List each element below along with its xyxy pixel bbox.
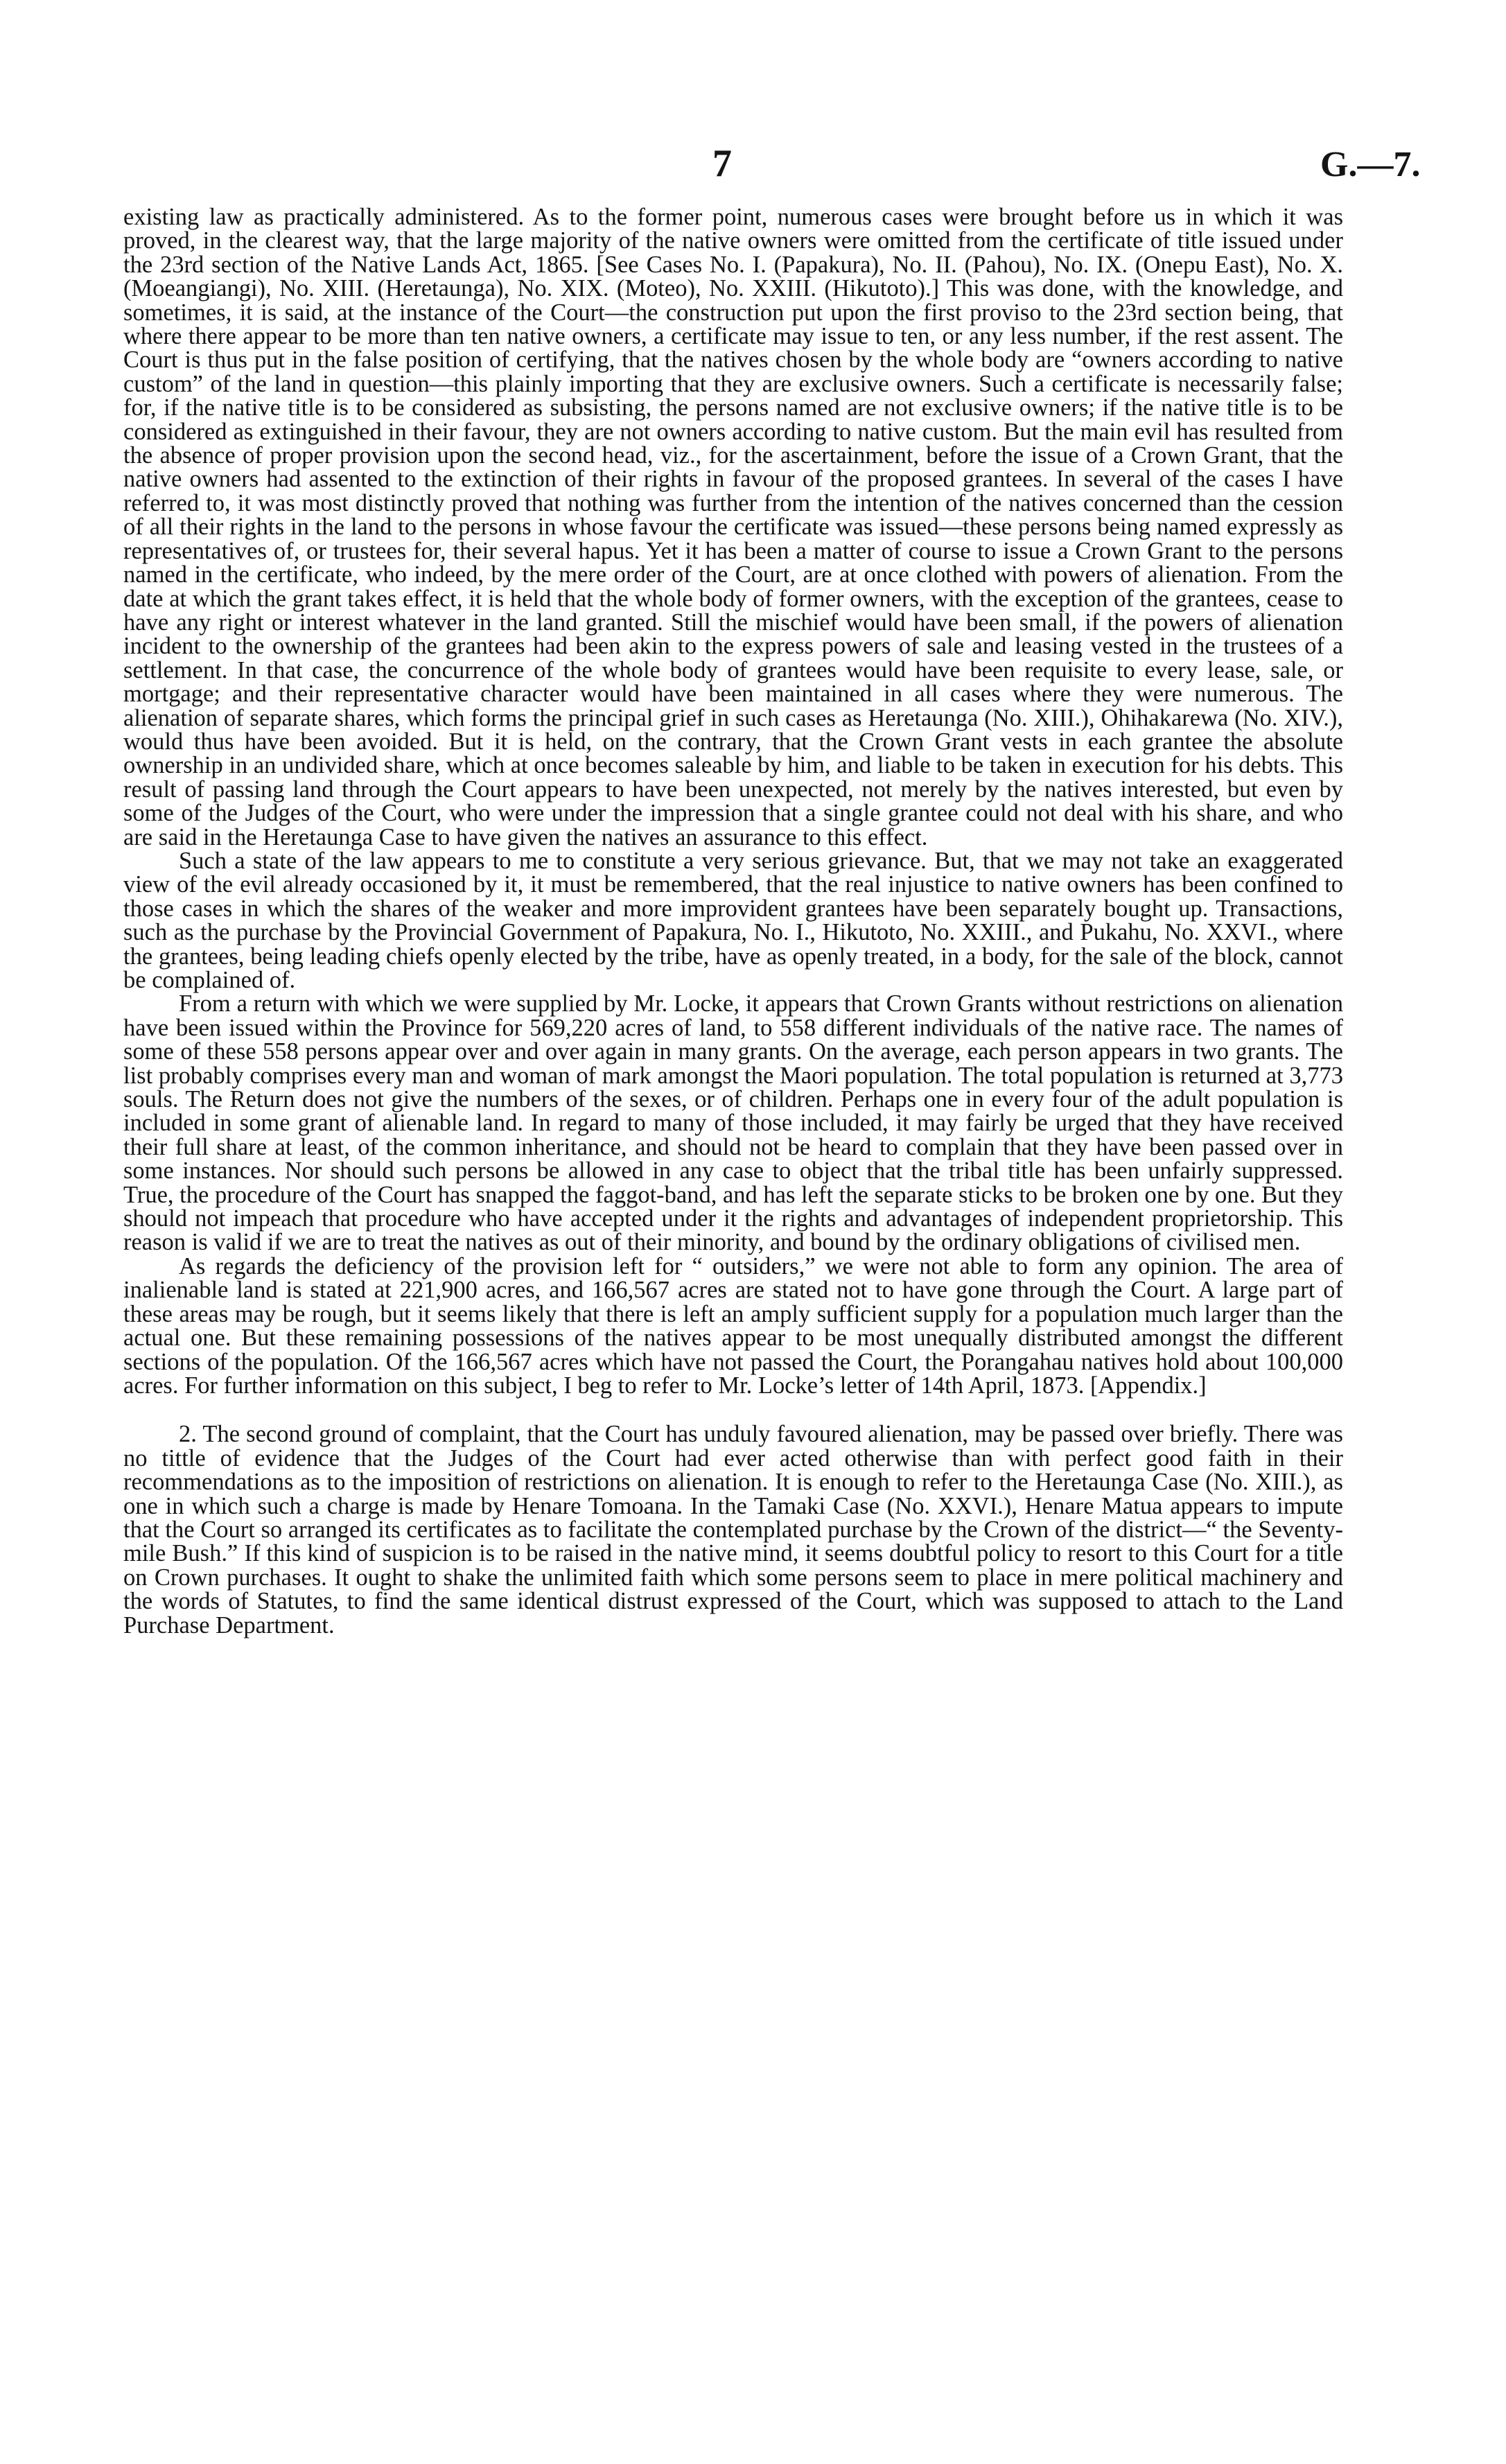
paragraph-outsiders-provision: As regards the deficiency of the provision left for “ outsiders,” we were not able to form any opinion. The area of inalienable land is stated at 221,900 acres, and 166,567 acres are stated not to have gone through the Court. A large part of these areas may be rough, but it seems likely that there is left an amply sufficient supply for a population much larger than the actual one. But these remaining possessions of the natives appear to be most unequally distributed amongst the different sections of the population. Of the 166,567 acres which have not passed the Court, the Porangahau natives hold about 100,000 acres. For further information on this subject, I beg to refer to Mr. Locke’s letter of 14th April, 1873. [Appendix.]: [123, 1252, 1343, 1399]
document-reference: G.—7.: [1320, 145, 1421, 184]
paragraph-serious-grievance: Such a state of the law appears to me to constitute a very serious grievance. But, that we may not take an exaggerated view of the evil already occasioned by it, it must be remembered, that the real injustice to native owners has been confined to those cases in which the shares of the weaker and more improvident grantees have been separately bought up. Transactions, such as the purchase by the Provincial Government of Papakura, No. I., Hikutoto, No. XXIII., and Pukahu, No. XXVI., where the grantees, being leading chiefs openly elected by the tribe, have as openly treated, in a body, for the sale of the block, cannot be complained of.: [123, 847, 1343, 993]
page-number: 7: [712, 142, 732, 185]
paragraph-second-ground-complaint: 2. The second ground of complaint, that the Court has unduly favoured alienation, may be passed over briefly. There was no tittle of evidence that the Judges of the Court had ever acted otherwise than with perfect good faith in their recommendations as to the imposition of restrictions on alienation. It is enough to refer to the Heretaunga Case (No. XIII.), as one in which such a charge is made by Henare Tomoana. In the Tamaki Case (No. XXVI.), Henare Matua appears to impute that the Court so arranged its certificates as to facilitate the contemplated purchase by the Crown of the district—“ the Seventy-mile Bush.” If this kind of suspicion is to be raised in the native mind, it seems doubtful policy to resort to this Court for a title on Crown purchases. It ought to shake the unlimited faith which some persons seem to place in mere political machinery and the words of Statutes, to find the same identical distrust expressed of the Court, which was supposed to attach to the Land Purchase Department.: [123, 1421, 1343, 1639]
paragraph-crown-grants-return: From a return with which we were supplied by Mr. Locke, it appears that Crown Grants without restrictions on alienation have been issued within the Province for 569,220 acres of land, to 558 different individuals of the native race. The names of some of these 558 persons appear over and over again in many grants. On the average, each person appears in two grants. The list probably comprises every man and woman of mark amongst the Maori population. The total population is returned at 3,773 souls. The Return does not give the numbers of the sexes, or of children. Perhaps one in every four of the adult population is included in some grant of alienable land. In regard to many of those included, it may fairly be urged that they have received their full share at least, of the common inheritance, and should not be heard to complain that they have been passed over in some instances. Nor should such persons be allowed in any case to object that the tribal title has been unfairly suppressed. True, the procedure of the Court has snapped the faggot-band, and has left the separate sticks to be broken one by one. But they should not impeach that procedure who have accepted under it the rights and advantages of independent proprietorship. This reason is valid if we are to treat the natives as out of their minority, and bound by the ordinary obligations of civilised men.: [123, 990, 1343, 1256]
report-body: [123, 205, 1343, 1637]
paragraph-native-title-certificates: existing law as practically administered. As to the former point, numerous cases were brought before us in which it was proved, in the clearest way, that the large majority of the native owners were omitted from the certificate of title issued under the 23rd section of the Native Lands Act, 1865. [See Cases No. I. (Papakura), No. II. (Pahou), No. IX. (Onepu East), No. X. (Moeangiangi), No. XIII. (Heretaunga), No. XIX. (Moteo), No. XXIII. (Hikutoto).] This was done, with the knowledge, and sometimes, it is said, at the instance of the Court—the construction put upon the first proviso to the 23rd section being, that where there appear to be more than ten native owners, a certificate may issue to ten, or any less number, if the rest assent. The Court is thus put in the false position of certifying, that the natives chosen by the whole body are “owners according to native custom” of the land in question—this plainly importing that they are exclusive owners. Such a certificate is necessarily false; for, if the native title is to be considered as subsisting, the persons named are not exclusive owners; if the native title is to be considered as extinguished in their favour, they are not owners according to native custom. But the main evil has resulted from the absence of proper provision upon the second head, viz., for the ascertainment, before the issue of a Crown Grant, that the native owners had assented to the extinction of their rights in favour of the proposed grantees. In several of the cases I have referred to, it was most distinctly proved that nothing was further from the intention of the natives concerned than the cession of all their rights in the land to the persons in whose favour the certificate was issued—these persons being named expressly as representatives of, or trustees for, their several hapus. Yet it has been a matter of course to issue a Crown Grant to the persons named in the certificate, who indeed, by the mere order of the Court, are at once clothed with powers of alienation. From the date at which the grant takes effect, it is held that the whole body of former owners, with the exception of the grantees, cease to have any right or interest whatever in the land granted. Still the mischief would have been small, if the powers of alienation incident to the ownership of the grantees had been akin to the express powers of sale and leasing vested in the trustees of a settlement. In that case, the concurrence of the whole body of grantees would have been requisite to every lease, sale, or mortgage; and their representative character would have been maintained in all cases where they were numerous. The alienation of separate shares, which forms the principal grief in such cases as Heretaunga (No. XIII.), Ohihakarewa (No. XIV.), would thus have been avoided. But it is held, on the contrary, that the Crown Grant vests in each grantee the absolute ownership in an undivided share, which at once becomes saleable by him, and liable to be taken in execution for his debts. This result of passing land through the Court appears to have been unexpected, not merely by the natives interested, but even by some of the Judges of the Court, who were under the impression that a single grantee could not deal with his share, and who are said in the Heretaunga Case to have given the natives an assurance to this effect.: [123, 204, 1343, 850]
